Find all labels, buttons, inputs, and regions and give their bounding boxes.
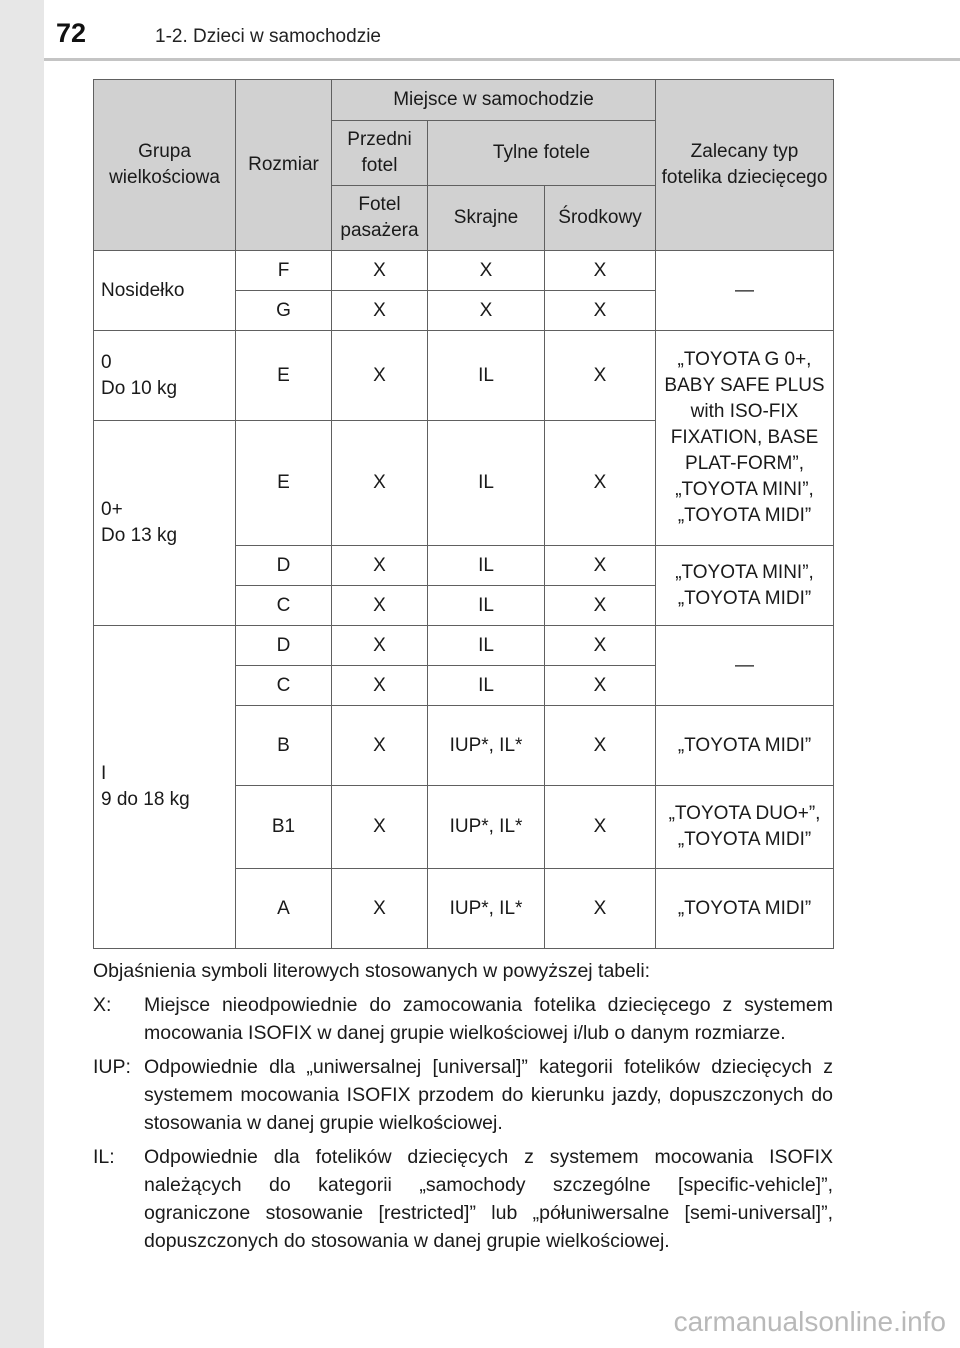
group-0-plus-label: 0+ — [101, 499, 123, 520]
legend-text: Miejsce nieodpowiednie do zamocowania fotelika dziecięcego z systemem mocowania ISOFIX w danej grupie wielkościowej i/lub o danym rozmiarze. — [144, 994, 833, 1044]
passenger-cell: X — [332, 706, 428, 786]
watermark: carmanualsonline.info — [673, 1306, 946, 1337]
header-group: Grupa wielkościowa — [94, 80, 236, 251]
size-cell: G — [236, 291, 332, 331]
passenger-cell: X — [332, 291, 428, 331]
center-cell: X — [545, 666, 656, 706]
size-cell: C — [236, 586, 332, 626]
size-cell: D — [236, 626, 332, 666]
page-number: 72 — [56, 18, 87, 48]
center-cell: X — [545, 786, 656, 869]
passenger-cell: X — [332, 626, 428, 666]
size-cell: E — [236, 331, 332, 421]
outer-cell: IL — [428, 421, 545, 546]
recommended-cell: — — [656, 626, 834, 706]
center-cell: X — [545, 421, 656, 546]
size-cell: B1 — [236, 786, 332, 869]
table-row — [94, 331, 834, 421]
header-center: Środkowy — [545, 186, 656, 251]
symbol-legend — [93, 957, 833, 1261]
recommended-cell: — — [656, 251, 834, 331]
legend-item-iup — [93, 1053, 833, 1137]
header-seat-location: Miejsce w samochodzie — [332, 80, 656, 121]
group-0-plus-weight: Do 13 kg — [101, 525, 178, 546]
outer-cell: IUP*, IL* — [428, 706, 545, 786]
outer-cell: IL — [428, 666, 545, 706]
size-cell: D — [236, 546, 332, 586]
legend-key: IL: — [93, 1146, 115, 1168]
passenger-cell: X — [332, 546, 428, 586]
outer-cell: IUP*, IL* — [428, 786, 545, 869]
passenger-cell: X — [332, 666, 428, 706]
outer-cell: IL — [428, 331, 545, 421]
child-seat-table — [93, 79, 834, 949]
group-nosidelko: Nosidełko — [94, 251, 236, 331]
legend-key: X: — [93, 994, 112, 1016]
legend-item-x — [93, 991, 833, 1047]
header-outer: Skrajne — [428, 186, 545, 251]
center-cell: X — [545, 331, 656, 421]
center-cell: X — [545, 586, 656, 626]
outer-cell: X — [428, 251, 545, 291]
header-passenger-seat: Fotel pasażera — [332, 186, 428, 251]
passenger-cell: X — [332, 586, 428, 626]
group-1-label: I — [101, 763, 107, 784]
passenger-cell: X — [332, 869, 428, 949]
size-cell: A — [236, 869, 332, 949]
outer-cell: IL — [428, 586, 545, 626]
group-0-weight: Do 10 kg — [101, 377, 178, 399]
recommended-cell: „TOYOTA MIDI” — [656, 706, 834, 786]
left-margin-strip — [0, 0, 44, 1348]
section-title: 1-2. Dzieci w samochodzie — [155, 26, 381, 47]
center-cell: X — [545, 291, 656, 331]
recommended-cell: „TOYOTA MINI”, „TOYOTA MIDI” — [656, 546, 834, 626]
outer-cell: X — [428, 291, 545, 331]
table-row — [94, 626, 834, 666]
size-cell: B — [236, 706, 332, 786]
header-recommended: Zalecany typ fotelika dziecięcego — [656, 80, 834, 251]
size-cell: E — [236, 421, 332, 546]
outer-cell: IL — [428, 626, 545, 666]
center-cell: X — [545, 706, 656, 786]
recommended-cell: „TOYOTA MIDI” — [656, 869, 834, 949]
group-0-label: 0 — [101, 351, 112, 373]
passenger-cell: X — [332, 251, 428, 291]
header-size: Rozmiar — [236, 80, 332, 251]
size-cell: C — [236, 666, 332, 706]
group-1-weight: 9 do 18 kg — [101, 789, 190, 810]
table-row — [94, 251, 834, 291]
outer-cell: IUP*, IL* — [428, 869, 545, 949]
legend-text: Odpowiednie dla „uniwersalnej [universal]” kategorii fotelików dziecięcych z systemem mocowania ISOFIX przodem do kierunku jazdy, dopuszczonych do stosowania w danej grupie wielkościowej. — [144, 1056, 833, 1134]
size-cell: F — [236, 251, 332, 291]
outer-cell: IL — [428, 546, 545, 586]
passenger-cell: X — [332, 421, 428, 546]
header-rear-seats: Tylne fotele — [428, 121, 656, 186]
center-cell: X — [545, 626, 656, 666]
center-cell: X — [545, 869, 656, 949]
legend-intro: Objaśnienia symboli literowych stosowanych w powyższej tabeli: — [93, 960, 651, 982]
legend-key: IUP: — [93, 1056, 131, 1078]
group-0-plus — [94, 421, 236, 626]
group-0 — [94, 331, 236, 421]
recommended-cell: „TOYOTA G 0+, BABY SAFE PLUS with ISO-FIX FIXATION, BASE PLAT-FORM”, „TOYOTA MINI”, „TOYOTA MIDI” — [656, 331, 834, 546]
center-cell: X — [545, 546, 656, 586]
legend-text: Odpowiednie dla fotelików dziecięcych z systemem mocowania ISOFIX należących do kategorii „samochody szczególne [specific-vehicle]”, ograniczone stosowanie [restricted]” lub „półuniwersalne [semi-universal]”, dopuszczonych do stosowania w danej grupie wielkościowej. — [144, 1146, 833, 1252]
recommended-cell: „TOYOTA DUO+”, „TOYOTA MIDI” — [656, 786, 834, 869]
center-cell: X — [545, 251, 656, 291]
header-front-seat: Przedni fotel — [332, 121, 428, 186]
page-header — [44, 0, 960, 61]
legend-item-il — [93, 1143, 833, 1255]
group-1 — [94, 626, 236, 949]
passenger-cell: X — [332, 331, 428, 421]
passenger-cell: X — [332, 786, 428, 869]
